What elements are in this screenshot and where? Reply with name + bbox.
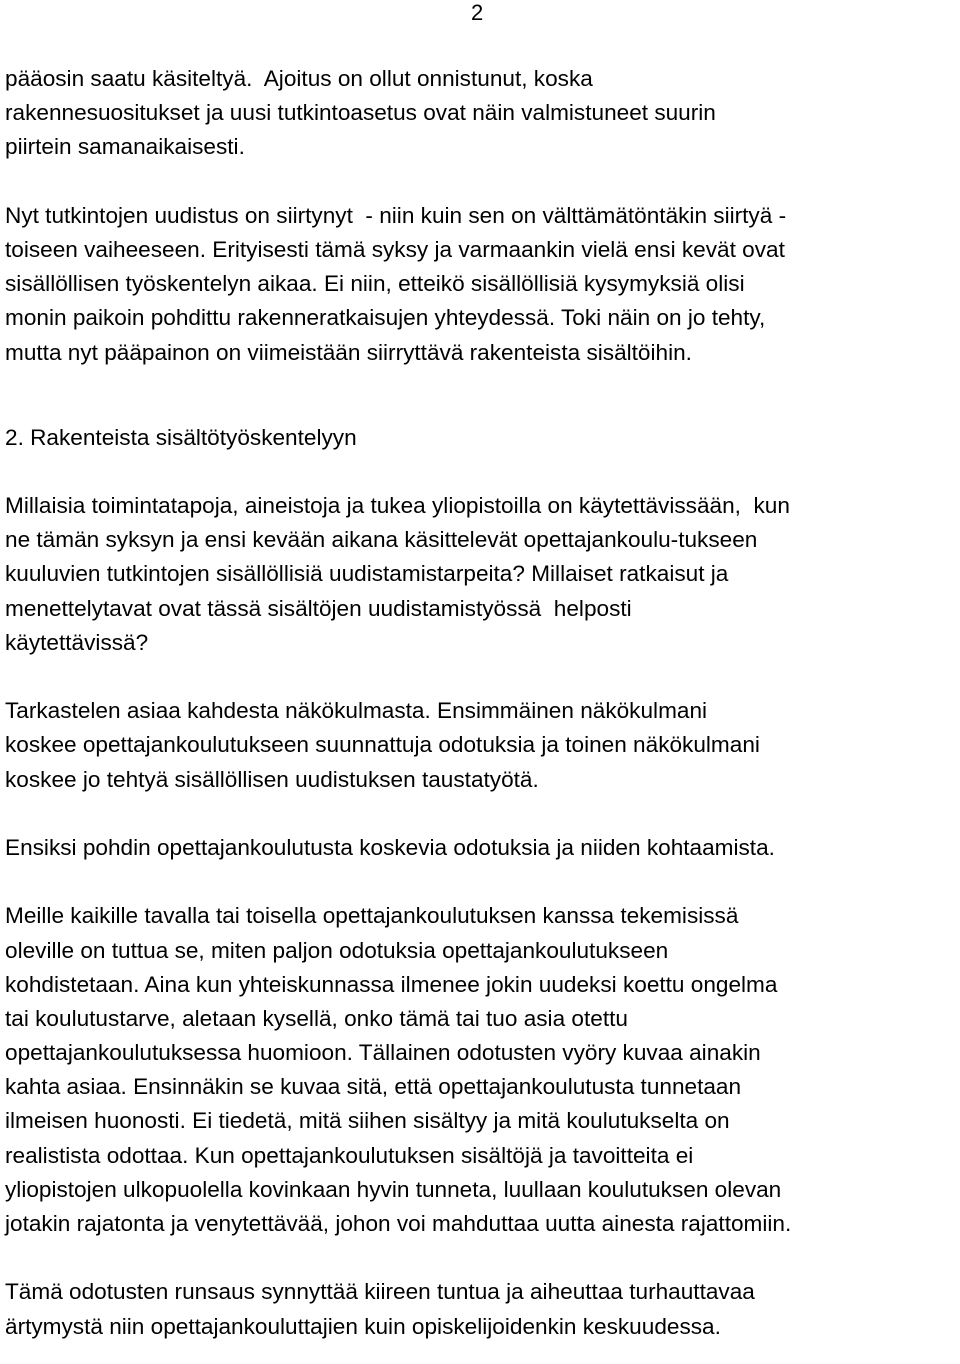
text-line: pääosin saatu käsiteltyä. Ajoitus on ollut onnistunut, koska <box>5 66 593 91</box>
text-line: koskee jo tehtyä sisällöllisen uudistuksen taustatyötä. <box>5 766 539 792</box>
text-line: monin paikoin pohdittu rakenneratkaisujen yhteydessä. Toki näin on jo tehty, <box>5 305 766 331</box>
paragraph-spacer <box>5 165 957 199</box>
section-heading <box>5 421 957 455</box>
paragraph-spacer <box>5 660 957 694</box>
text-line: mutta nyt pääpainon on viimeistään siirryttävä rakenteista sisältöihin. <box>5 339 692 365</box>
text-line: kahta asiaa. Ensinnäkin se kuvaa sitä, että opettajankoulutusta tunnetaan <box>5 1074 742 1100</box>
text-line: ilmeisen huonosti. Ei tiedetä, mitä siihen sisältyy ja mitä koulutukselta on <box>5 1108 730 1134</box>
paragraph-questions <box>5 489 957 660</box>
text-line: koskee opettajankoulutukseen suunnattuja odotuksia ja toinen näkökulmani <box>5 732 760 758</box>
text-line: Meille kaikille tavalla tai toisella opettajankoulutuksen kanssa tekemisissä <box>5 903 739 929</box>
heading-line: 2. Rakenteista sisältötyöskentelyyn <box>5 424 357 450</box>
text-line: rakennesuositukset ja uusi tutkintoasetus ovat näin valmistuneet suurin <box>5 100 716 126</box>
text-line: Ensiksi pohdin opettajankoulutusta koskevia odotuksia ja niiden kohtaamista. <box>5 834 775 860</box>
paragraph-irritation <box>5 1275 957 1343</box>
text-line: jotakin rajatonta ja venytettävää, johon voi mahduttaa uutta ainesta rajattomiin. <box>5 1211 792 1236</box>
text-line: piirtein samanaikaisesti. <box>5 134 245 160</box>
text-line: ne tämän syksyn ja ensi kevään aikana käsittelevät opettajankoulu-tukseen <box>5 527 758 553</box>
text-line: Millaisia toimintatapoja, aineistoja ja tukea yliopistoilla on käytettävissään, kun <box>5 493 790 519</box>
paragraph-spacer <box>5 865 957 899</box>
paragraph-intro-continuation <box>5 62 957 165</box>
page-number: 2 <box>471 0 484 25</box>
paragraph-reform-phase <box>5 199 957 370</box>
text-line: Tarkastelen asiaa kahdesta näkökulmasta. Ensimmäinen näkökulmani <box>5 698 708 724</box>
text-line: ärtymystä niin opettajankouluttajien kuin opiskelijoidenkin keskuudessa. <box>5 1313 721 1339</box>
text-line: tai koulutustarve, aletaan kysellä, onko tämä tai tuo asia otettu <box>5 1005 628 1031</box>
document-body <box>5 62 957 1344</box>
text-line: oleville on tuttua se, miten paljon odotuksia opettajankoulutukseen <box>5 937 669 963</box>
text-line: Nyt tutkintojen uudistus on siirtynyt - niin kuin sen on välttämätöntäkin siirtyä - <box>5 202 787 228</box>
paragraph-two-perspectives <box>5 694 957 797</box>
paragraph-spacer <box>5 797 957 831</box>
text-line: opettajankoulutuksessa huomioon. Tällainen odotusten vyöry kuvaa ainakin <box>5 1040 761 1066</box>
text-line: menettelytavat ovat tässä sisältöjen uudistamistyössä helposti <box>5 595 632 621</box>
text-line: käytettävissä? <box>5 629 149 655</box>
text-line: kohdistetaan. Aina kun yhteiskunnassa ilmenee jokin uudeksi koettu ongelma <box>5 971 778 997</box>
paragraph-first-perspective <box>5 831 957 865</box>
text-line: Tämä odotusten runsaus synnyttää kiireen tuntua ja aiheuttaa turhauttavaa <box>5 1279 755 1305</box>
paragraph-expectations <box>5 899 957 1241</box>
section-spacer <box>5 370 957 421</box>
text-line: toiseen vaiheeseen. Erityisesti tämä syksy ja varmaankin vielä ensi kevät ovat <box>5 236 785 262</box>
text-line: realistista odottaa. Kun opettajankoulutuksen sisältöjä ja tavoitteita ei <box>5 1142 694 1168</box>
paragraph-spacer <box>5 455 957 489</box>
text-line: sisällöllisen työskentelyn aikaa. Ei niin, etteikö sisällöllisiä kysymyksiä olisi <box>5 271 745 297</box>
paragraph-spacer <box>5 1241 957 1275</box>
text-line: yliopistojen ulkopuolella kovinkaan hyvin tunneta, luullaan koulutuksen olevan <box>5 1176 782 1202</box>
text-line: kuuluvien tutkintojen sisällöllisiä uudistamistarpeita? Millaiset ratkaisut ja <box>5 561 729 587</box>
